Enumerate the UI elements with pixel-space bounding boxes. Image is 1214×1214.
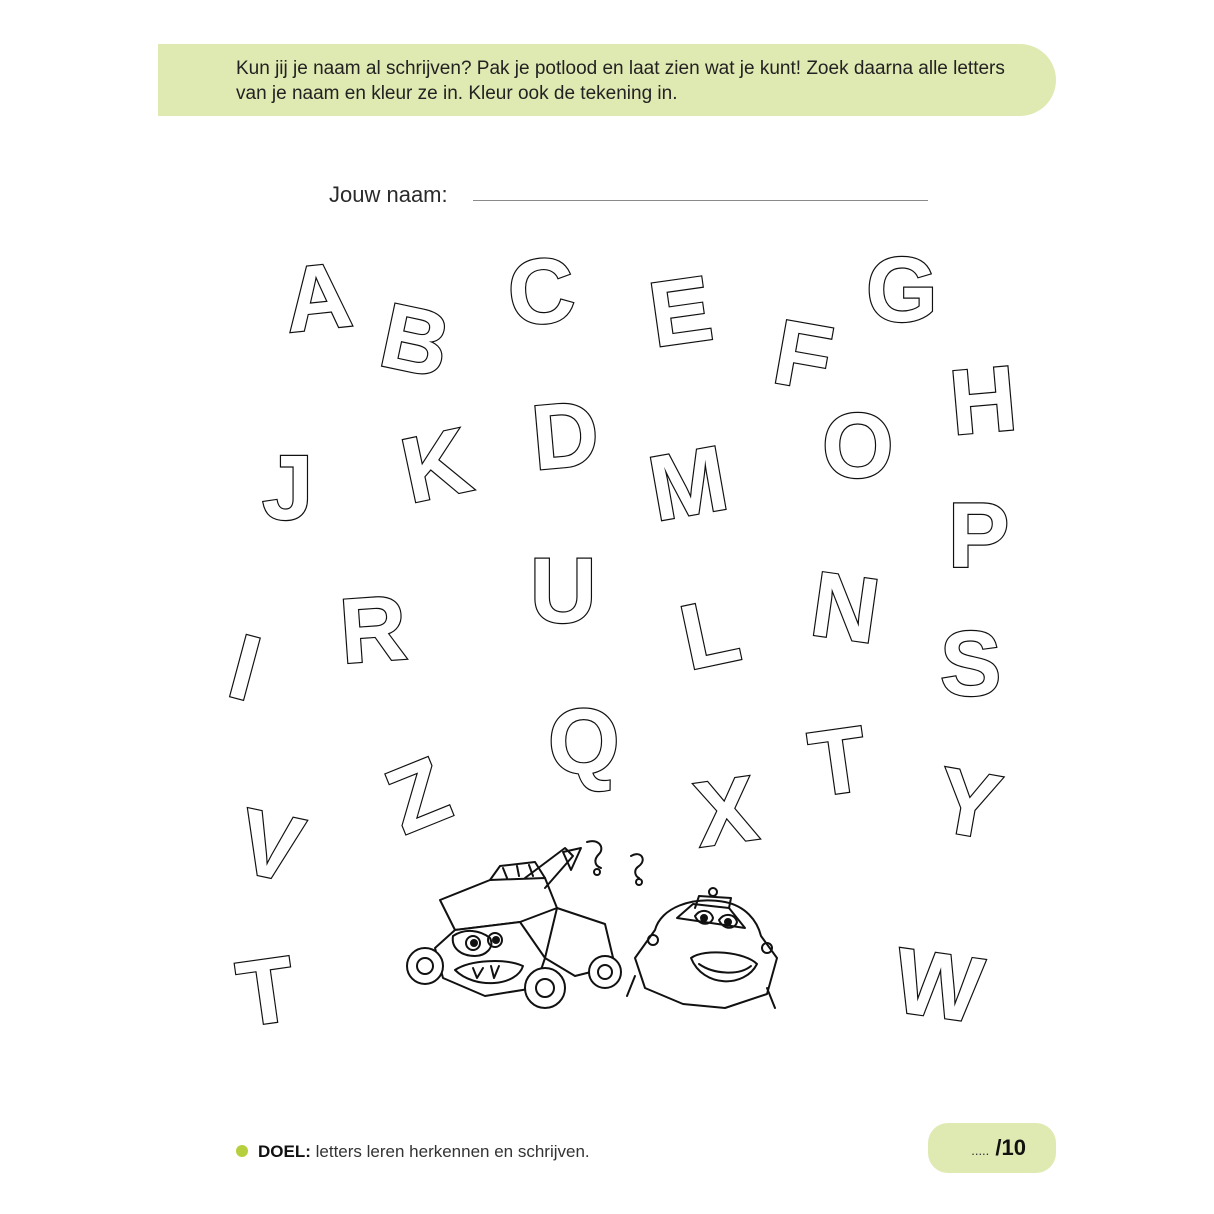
letter-k[interactable]: K [393,409,480,523]
letter-g[interactable]: G [866,239,938,341]
name-field [329,180,939,210]
tow-truck-and-car-drawing[interactable] [395,838,795,1018]
letter-y[interactable]: Y [929,748,1008,860]
tow-truck-icon [407,841,643,1008]
name-label: Jouw naam: [329,182,448,207]
letter-l[interactable]: L [672,578,749,690]
letter-n[interactable]: N [805,552,886,664]
letter-z[interactable]: Z [372,738,464,854]
car-icon [627,888,777,1008]
goal-footer [236,1142,590,1162]
letter-x[interactable]: X [688,757,764,867]
name-write-line[interactable] [473,200,928,201]
letter-q[interactable]: Q [548,691,620,793]
letter-e[interactable]: E [643,257,719,367]
letter-t-lower[interactable]: T [231,937,302,1047]
score-total: /10 [995,1135,1026,1160]
instruction-text: Kun jij je naam al schrijven? Pak je potlood en laat zien wat je kunt! Zoek daarna alle letters van je naam en kleur ze in. Kleur ook de tekening in. [236,58,1005,104]
letter-t-upper[interactable]: T [803,707,874,817]
letter-w[interactable]: W [888,929,989,1043]
score-text [971,1135,1026,1161]
letter-s[interactable]: S [940,613,1002,715]
letter-b[interactable]: B [372,284,459,398]
goal-text: letters leren herkennen en schrijven. [310,1142,590,1161]
goal-label: DOEL: [258,1142,311,1161]
letter-v[interactable]: V [230,789,312,903]
letter-d[interactable]: D [527,382,603,490]
score-input[interactable]: ..... [971,1143,990,1158]
bullet-dot-icon [236,1145,248,1157]
score-box [928,1123,1056,1173]
instruction-banner [158,44,1056,116]
letter-r[interactable]: R [336,576,410,684]
letter-p[interactable]: P [948,485,1010,587]
letter-a[interactable]: A [279,243,357,353]
letter-f[interactable]: F [766,300,840,412]
letter-m[interactable]: M [641,427,735,541]
letter-j[interactable]: J [262,437,314,539]
letter-c[interactable]: C [503,238,579,346]
letter-o[interactable]: O [822,395,894,497]
letter-h[interactable]: H [945,347,1021,455]
letter-u[interactable]: U [530,540,597,642]
letter-i[interactable]: I [219,615,271,721]
